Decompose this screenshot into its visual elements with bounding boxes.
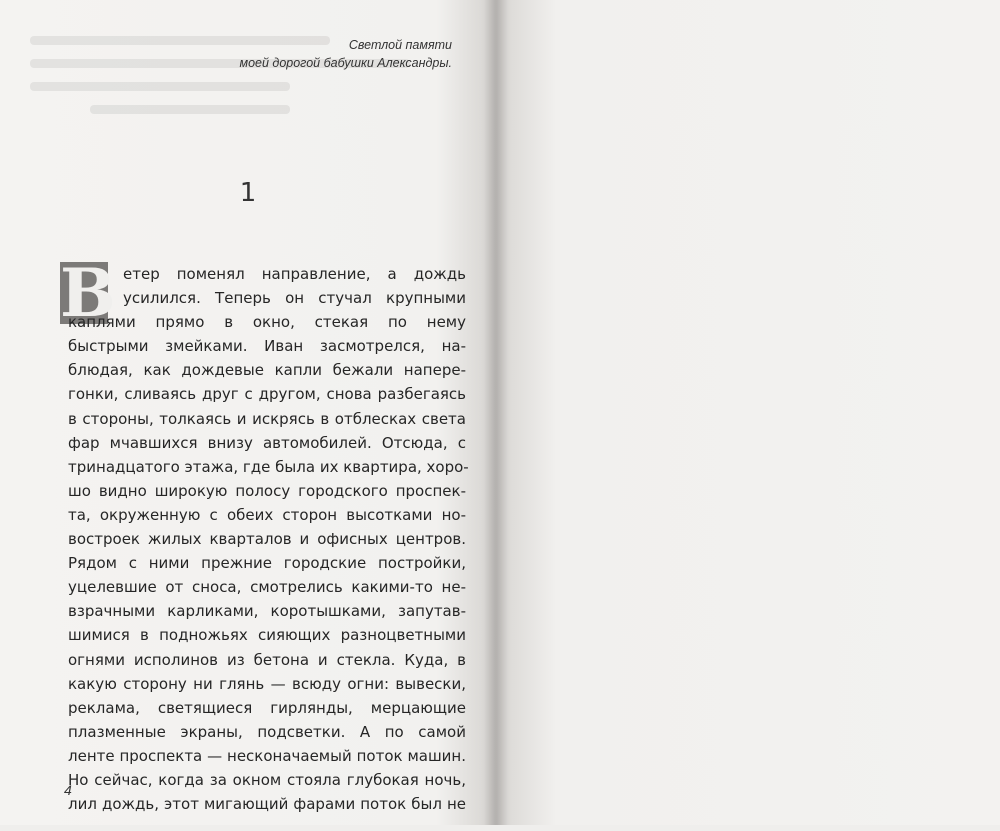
text-line: взрачными карликами, коротышками, запутав- — [68, 602, 466, 621]
text-line: в стороны, толкаясь и искрясь в отблесках света — [68, 409, 466, 428]
text-line: реклама, светящиеся гирлянды, мерцающие — [68, 698, 466, 717]
text-line: шо видно широкую полосу городского проспек- — [68, 481, 466, 500]
page-number: 4 — [64, 782, 72, 798]
text-line: фар мчавшихся внизу автомобилей. Отсюда, с — [68, 433, 466, 452]
left-page-text — [68, 262, 469, 816]
text-line: плазменные экраны, подсветки. А по самой — [68, 722, 466, 741]
drop-cap: В — [60, 254, 116, 332]
text-line: шимися в подножьях сияющих разноцветными — [68, 626, 466, 645]
text-line: востроек жилых кварталов и офисных центров. — [68, 530, 466, 549]
left-page — [0, 0, 496, 825]
text-line: каплями прямо в окно, стекая по нему — [68, 313, 466, 332]
dedication — [240, 36, 452, 72]
text-line: етер поменял направление, а дождь — [123, 265, 466, 283]
dedication-line: Светлой памяти — [348, 38, 452, 52]
text-line: Рядом с ними прежние городские постройки, — [68, 554, 466, 573]
text-line: тринадцатого этажа, где была их квартира, хоро- — [68, 457, 469, 476]
text-line: уцелевшие от сноса, смотрелись какими-то не- — [68, 578, 466, 597]
text-line: лил дождь, этот мигающий фарами поток был не — [68, 795, 466, 814]
text-line: блюдая, как дождевые капли бежали напере- — [68, 361, 466, 380]
chapter-number: 1 — [239, 178, 257, 208]
right-page — [496, 0, 1000, 825]
text-line: ленте проспекта — несконачаемый поток машин. — [68, 746, 466, 765]
text-line: усилился. Теперь он стучал крупными — [123, 289, 466, 308]
text-line: Но сейчас, когда за окном стояла глубокая ночь, — [68, 770, 466, 789]
text-line: огнями исполинов из бетона и стекла. Куда, в — [68, 650, 466, 669]
text-line: гонки, сливаясь друг с другом, снова разбегаясь — [68, 385, 466, 404]
dedication-line: моей дорогой бабушки Александры. — [239, 56, 452, 70]
text-line: та, окруженную с обеих сторон высотками но- — [68, 505, 466, 524]
text-line: быстрыми змейками. Иван засмотрелся, на- — [68, 337, 466, 356]
text-line: какую сторону ни глянь — всюду огни: вывески, — [68, 674, 466, 693]
